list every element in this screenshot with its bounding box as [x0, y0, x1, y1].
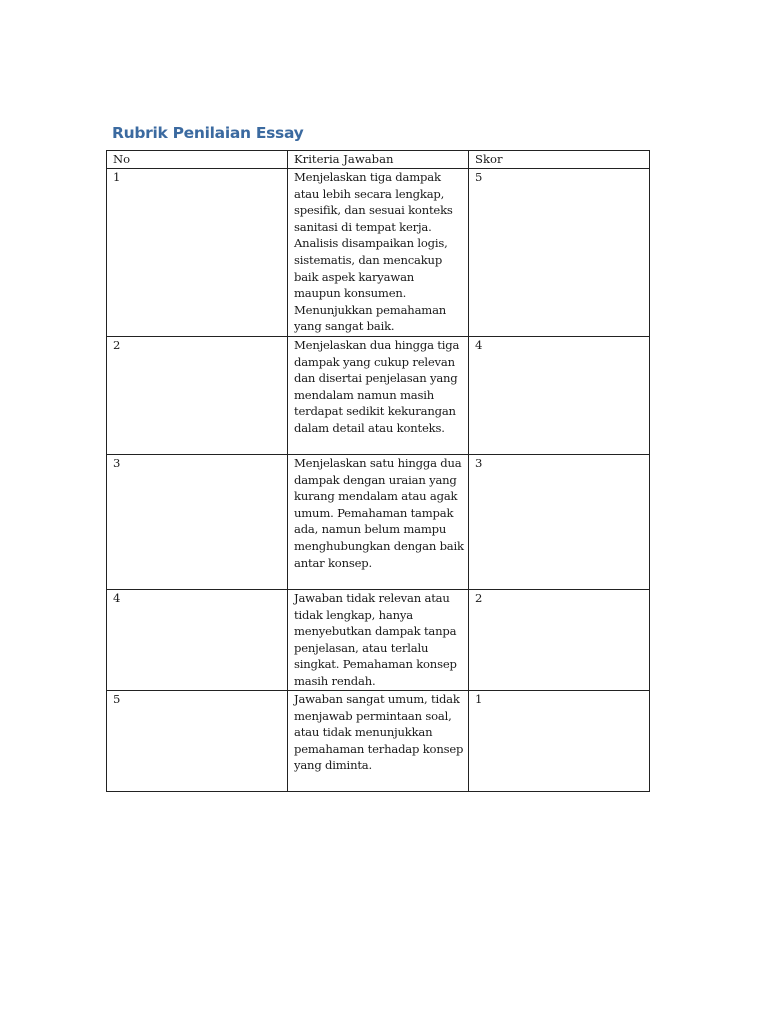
cell-no: 2 [107, 337, 288, 455]
kriteria-text: Jawaban sangat umum, tidak menjawab permintaan soal, atau tidak menunjukkan pemahaman terhadap konsep yang diminta. [294, 692, 464, 773]
table-row [107, 590, 650, 691]
table-row [107, 169, 650, 337]
cell-no: 1 [107, 169, 288, 337]
cell-kriteria [288, 337, 469, 455]
cell-skor: 2 [469, 590, 650, 691]
cell-kriteria [288, 455, 469, 590]
document-title: Rubrik Penilaian Essay [112, 124, 304, 142]
cell-no: 4 [107, 590, 288, 691]
table-row [107, 337, 650, 455]
cell-skor: 5 [469, 169, 650, 337]
table-header-row [107, 151, 650, 169]
cell-kriteria [288, 691, 469, 792]
header-kriteria: Kriteria Jawaban [288, 151, 469, 169]
cell-kriteria [288, 590, 469, 691]
cell-no: 5 [107, 691, 288, 792]
cell-skor: 4 [469, 337, 650, 455]
cell-skor: 1 [469, 691, 650, 792]
kriteria-text: Menjelaskan tiga dampak atau lebih secara lengkap, spesifik, dan sesuai konteks sanitasi di tempat kerja. Analisis disampaikan logis, sistematis, dan mencakup baik aspek karyawan maupun konsumen. Menunjukkan pemahaman yang sangat baik. [294, 170, 453, 334]
table-row [107, 691, 650, 792]
rubric-table [106, 150, 650, 792]
kriteria-text: Menjelaskan dua hingga tiga dampak yang cukup relevan dan disertai penjelasan yang mendalam namun masih terdapat sedikit kekurangan dalam detail atau konteks. [294, 338, 460, 435]
header-no: No [107, 151, 288, 169]
cell-skor: 3 [469, 455, 650, 590]
table-row [107, 455, 650, 590]
kriteria-text: Jawaban tidak relevan atau tidak lengkap, hanya menyebutkan dampak tanpa penjelasan, atau terlalu singkat. Pemahaman konsep masih rendah. [294, 591, 457, 688]
cell-no: 3 [107, 455, 288, 590]
kriteria-text: Menjelaskan satu hingga dua dampak dengan uraian yang kurang mendalam atau agak umum. Pemahaman tampak ada, namun belum mampu menghubungkan dengan baik antar konsep. [294, 456, 464, 570]
cell-kriteria [288, 169, 469, 337]
header-skor: Skor [469, 151, 650, 169]
